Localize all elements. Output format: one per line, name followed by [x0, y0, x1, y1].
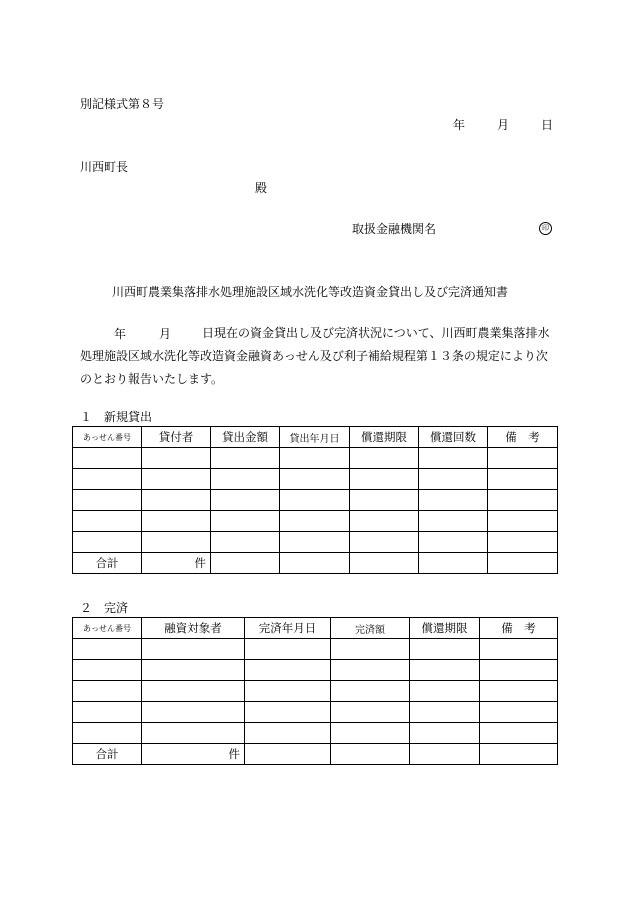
date-month-label: 月 — [497, 118, 510, 132]
header-cell: 完済額 — [331, 618, 410, 639]
seal-mark: 印 — [539, 222, 552, 235]
total-label: 合計 — [73, 553, 142, 574]
body-year-label: 年 — [114, 327, 127, 341]
header-cell: 貸付者 — [142, 427, 211, 448]
total-unit: 件 — [142, 553, 211, 574]
form-number: 別記様式第８号 — [80, 97, 165, 111]
header-cell: 完済年月日 — [245, 618, 331, 639]
date-day-label: 日 — [541, 118, 554, 132]
table-row — [73, 639, 558, 660]
table-row — [73, 681, 558, 702]
table-row — [73, 532, 558, 553]
table-row — [73, 448, 558, 469]
header-cell: 償還回数 — [419, 427, 488, 448]
body-month-label: 月 — [159, 327, 172, 341]
new-loans-table — [72, 426, 558, 574]
table-row — [73, 723, 558, 744]
honorific: 殿 — [255, 181, 268, 195]
sender-label: 取扱金融機関名 — [352, 222, 437, 236]
section2-title: ２ 完済 — [80, 601, 129, 615]
total-unit: 件 — [142, 744, 245, 765]
header-cell: 償還期限 — [410, 618, 480, 639]
header-cell: あっせん番号 — [73, 618, 142, 639]
table-row — [73, 660, 558, 681]
document-title: 川西町農業集落排水処理施設区域水洗化等改造資金貸出し及び完済通知書 — [112, 285, 509, 299]
table-row — [73, 490, 558, 511]
table-total-row — [73, 744, 558, 765]
header-cell: 融資対象者 — [142, 618, 245, 639]
body-paragraph: 日現在の資金貸出し及び完済状況について、川西町農業集落排水処理施設区域水洗化等改造資金融資あっせん及び利子補給規程第１３条の規定により次のとおり報告いたします。 — [80, 326, 550, 386]
table-header-row — [73, 618, 558, 639]
date-year-label: 年 — [453, 118, 466, 132]
header-cell: 貸出年月日 — [280, 427, 350, 448]
section1-title: １ 新規貸出 — [80, 410, 153, 424]
header-cell: 備 考 — [488, 427, 558, 448]
table-header-row — [73, 427, 558, 448]
recipient-name: 川西町長 — [80, 160, 129, 174]
table-total-row — [73, 553, 558, 574]
header-cell: あっせん番号 — [73, 427, 142, 448]
table-row — [73, 702, 558, 723]
completed-loans-table — [72, 617, 558, 765]
header-cell: 貸出金額 — [211, 427, 280, 448]
header-cell: 償還期限 — [350, 427, 419, 448]
total-label: 合計 — [73, 744, 142, 765]
table-row — [73, 511, 558, 532]
header-cell: 備 考 — [480, 618, 558, 639]
table-row — [73, 469, 558, 490]
